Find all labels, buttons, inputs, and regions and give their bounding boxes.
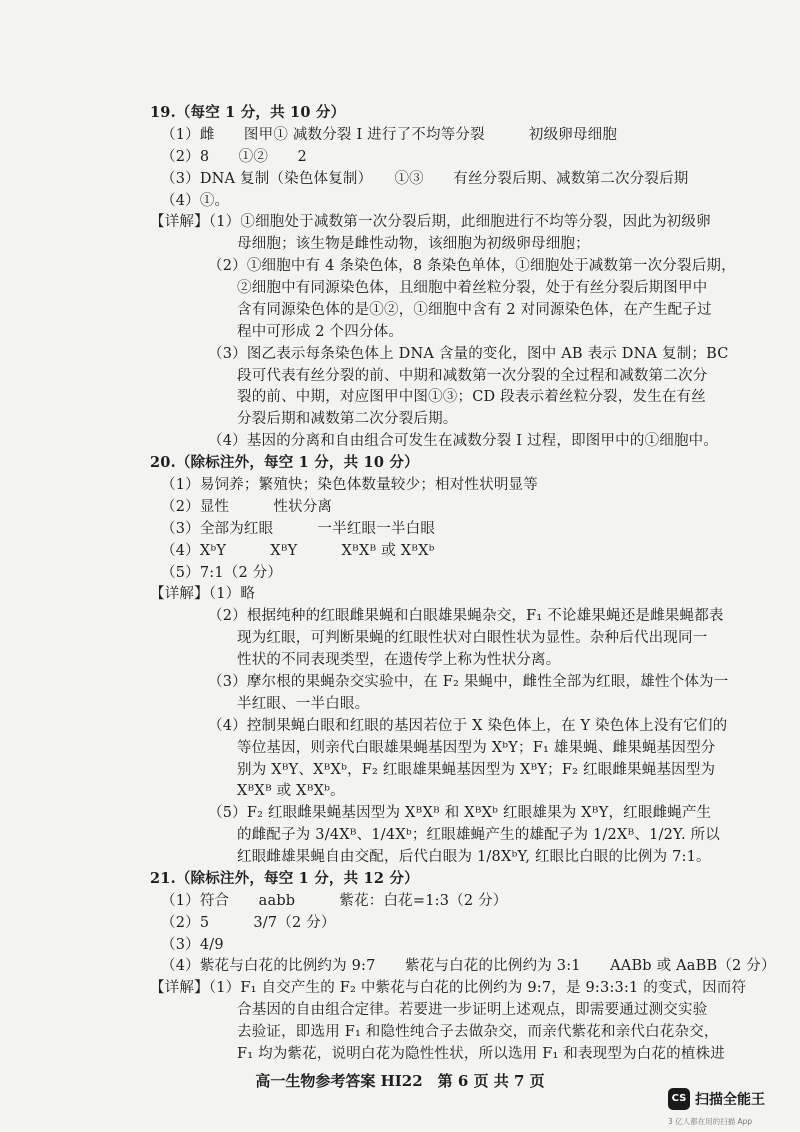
q20-detail-line: 性状的不同表现类型，在遗传学上称为性状分离。 bbox=[237, 652, 561, 668]
q20-detail-line: 现为红眼，可判断果蝇的红眼性状对白眼性状为显性。杂种后代出现同一 bbox=[237, 630, 708, 646]
q20-detail-line: 别为 XᴮY、XᴮXᵇ，F₂ 红眼雄果蝇基因型为 XᴮY；F₂ 红眼雌果蝇基因型为 bbox=[237, 762, 716, 778]
q19-detail-line: 【详解】（1）①细胞处于减数第一次分裂后期，此细胞进行不均等分裂，因此为初级卵 bbox=[150, 214, 711, 230]
watermark-title: 扫描全能王 bbox=[695, 1092, 765, 1108]
q20-detail-line: 等位基因，则亲代白眼雄果蝇基因型为 XᵇY；F₁ 雄果蝇、雌果蝇基因型分 bbox=[237, 740, 716, 756]
q19-answer-4: （4）①。 bbox=[161, 193, 230, 209]
q20-answer-4: （4）XᵇY XᴮY XᴮXᴮ 或 XᴮXᵇ bbox=[161, 543, 435, 559]
q20-detail-line: （3）摩尔根的果蝇杂交实验中，在 F₂ 果蝇中，雌性全部为红眼，雄性个体为一 bbox=[208, 674, 729, 690]
q19-detail-line: 母细胞；该生物是雌性动物，该细胞为初级卵母细胞； bbox=[237, 236, 590, 252]
q19-detail-line: ②细胞中有同源染色体，且细胞中着丝粒分裂，处于有丝分裂后期图甲中 bbox=[237, 280, 708, 296]
q20-detail-line: 【详解】（1）略 bbox=[150, 586, 256, 602]
q20-answer-3: （3）全部为红眼 一半红眼一半白眼 bbox=[161, 521, 436, 537]
page-footer: 高一生物参考答案 HI22 第 6 页 共 7 页 bbox=[255, 1072, 545, 1090]
q20-answer-2: （2）显性 性状分离 bbox=[161, 499, 333, 515]
q20-detail-line: （4）控制果蝇白眼和红眼的基因若位于 X 染色体上，在 Y 染色体上没有它们的 bbox=[208, 718, 728, 734]
q19-detail-line: （3）图乙表示每条染色体上 DNA 含量的变化，图中 AB 表示 DNA 复制；BC bbox=[208, 346, 729, 362]
q20-detail-line: （2）根据纯种的红眼雌果蝇和白眼雄果蝇杂交，F₁ 不论雄果蝇还是雌果蝇都表 bbox=[208, 608, 724, 624]
q21-detail-line: 【详解】（1）F₁ 自交产生的 F₂ 中紫花与白花的比例约为 9:7，是 9:3:3:1 的变式，因而符 bbox=[150, 980, 747, 996]
q21-answer-2: （2）5 3/7（2 分） bbox=[161, 915, 336, 931]
q20-detail-line: 的雌配子为 3/4Xᴮ、1/4Xᵇ；红眼雄蝇产生的雄配子为 1/2Xᴮ、1/2Y. 所以 bbox=[237, 827, 720, 843]
scanner-watermark bbox=[668, 1088, 788, 1128]
q20-answer-5: （5）7:1（2 分） bbox=[161, 565, 283, 581]
q21-heading: 21.（除标注外，每空 1 分，共 12 分） bbox=[150, 870, 419, 887]
q21-answer-3: （3）4/9 bbox=[161, 937, 224, 953]
q19-detail-line: 裂的前、中期，对应图甲中图①③；CD 段表示着丝粒分裂，发生在有丝 bbox=[237, 389, 706, 405]
q21-answer-4: （4）紫花与白花的比例约为 9:7 紫花与白花的比例约为 3:1 AABb 或 AaBB（2 分） bbox=[161, 958, 776, 974]
q20-detail-line: 半红眼、一半白眼。 bbox=[237, 696, 370, 712]
q19-detail-line: （2）①细胞中有 4 条染色体，8 条染色单体，①细胞处于减数第一次分裂后期， bbox=[208, 258, 736, 274]
q21-detail-line: 合基因的自由组合定律。若要进一步证明上述观点，即需要通过测交实验 bbox=[237, 1002, 708, 1018]
camscanner-logo-icon: CS bbox=[668, 1088, 690, 1110]
q19-detail-line: 分裂后期和减数第二次分裂后期。 bbox=[237, 411, 458, 427]
q20-detail-line: XᴮXᴮ 或 XᴮXᵇ。 bbox=[237, 783, 345, 799]
q20-heading: 20.（除标注外，每空 1 分，共 10 分） bbox=[150, 454, 419, 471]
q19-detail-line: 程中可形成 2 个四分体。 bbox=[237, 324, 404, 340]
q20-detail-line: （5）F₂ 红眼雌果蝇基因型为 XᴮXᴮ 和 XᴮXᵇ 红眼雄果为 XᴮY，红眼雌蝇产生 bbox=[208, 805, 712, 821]
q19-detail-line: 含有同源染色体的是①②，①细胞中含有 2 对同源染色体，在产生配子过 bbox=[237, 302, 712, 318]
q21-answer-1: （1）符合 aabb 紫花：白花=1:3（2 分） bbox=[161, 893, 508, 909]
q19-detail-line: （4）基因的分离和自由组合可发生在减数分裂 I 过程，即图甲中的①细胞中。 bbox=[208, 433, 719, 449]
q19-answer-2: （2）8 ①② 2 bbox=[161, 149, 307, 165]
q21-detail-line: F₁ 均为紫花，说明白花为隐性性状，所以选用 F₁ 和表现型为白花的植株进 bbox=[237, 1046, 725, 1062]
q20-answer-1: （1）易饲养；繁殖快；染色体数量较少；相对性状明显等 bbox=[161, 477, 538, 493]
q19-heading: 19.（每空 1 分，共 10 分） bbox=[150, 104, 346, 121]
watermark-subtitle: 3 亿人都在用的扫描 App bbox=[668, 1117, 753, 1126]
q21-detail-line: 去验证，即选用 F₁ 和隐性纯合子去做杂交，而亲代紫花和亲代白花杂交， bbox=[237, 1024, 719, 1040]
q20-detail-line: 红眼雌雄果蝇自由交配，后代白眼为 1/8XᵇY, 红眼比白眼的比例为 7:1。 bbox=[237, 849, 711, 865]
q19-answer-1: （1）雌 图甲① 减数分裂 I 进行了不均等分裂 初级卵母细胞 bbox=[161, 127, 618, 143]
q19-detail-line: 段可代表有丝分裂的前、中期和减数第一次分裂的全过程和减数第二次分 bbox=[237, 368, 708, 384]
q19-answer-3: （3）DNA 复制（染色体复制） ①③ 有丝分裂后期、减数第二次分裂后期 bbox=[161, 171, 689, 187]
